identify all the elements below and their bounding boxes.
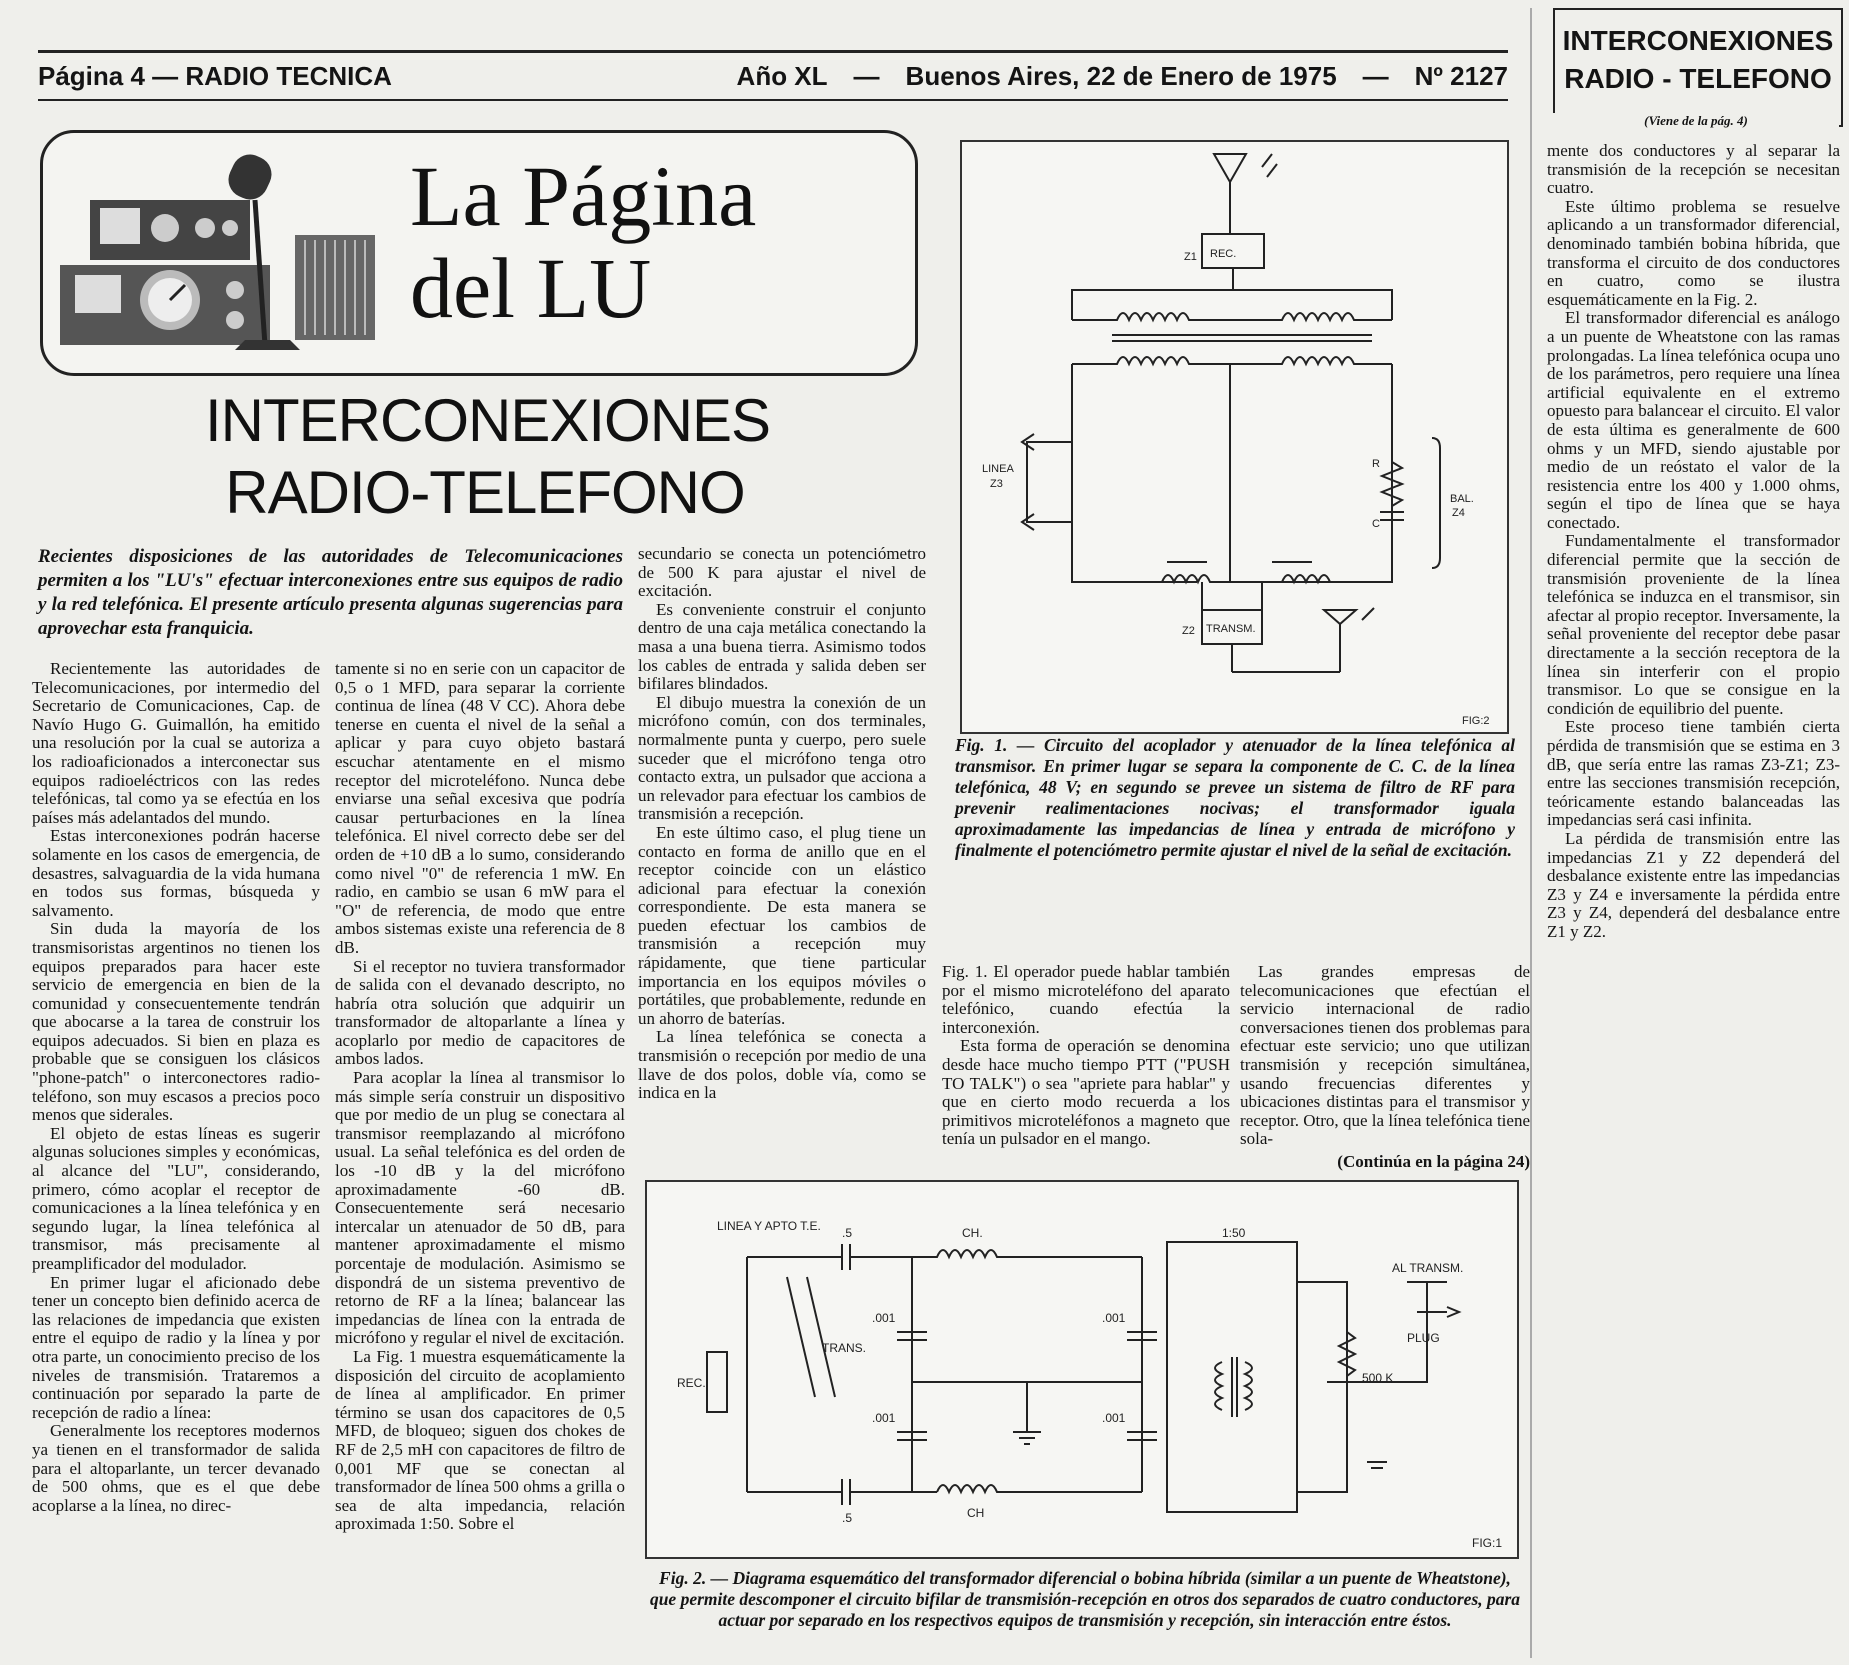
label-trans: TRANS. [822,1341,867,1355]
paragraph: Esta forma de operación se denomina desde hace mucho tiempo PTT ("PUSH TO TALK") o sea "apriete para hablar" y que en cierto modo recuerda a los primitivos microteléfonos a magneto que tenía un pulsador en el mango. [942,1036,1230,1149]
article-column-3 [638,545,926,1163]
paragraph: El transformador diferencial es análogo a un puente de Wheatstone con las ramas prolongadas. La línea telefónica ocupa uno de los parámetros, pero requiere una línea artificial equivalente en el extremo opuesto para balancear el circuito. El valor de esta última es generalmente de 600 ohms y un MFD, siendo ajustable por medio de un reóstato el valor de la resistencia entre los 400 y 1.000 ohms, según el tipo de línea que se haya conectado. [1547,308,1840,532]
label-c001d: .001 [1102,1411,1126,1425]
label-transm: TRANSM. [1206,623,1256,635]
article-column-1 [32,660,320,1650]
label-linea-apto: LINEA Y APTO T.E. [717,1219,821,1233]
figure-2 [645,1180,1519,1559]
figure-number: FIG:1 [1472,1536,1503,1550]
paragraph: tamente si no en serie con un capacitor de 0,5 o 1 MFD, para separar la corriente continua de línea (48 V CC). Ahora debe tenerse en cuenta el nivel de la señal a aplicar y para cuyo objeto bastará escuchar atentamente en el mismo receptor del microteléfono. Nunca debe enviarse una señal excesiva que podría causar perturbaciones en la línea telefónica. El nivel correcto debe ser del orden de +10 dB a lo sumo, considerando como nivel "0" de referencia 1 mW. En radio, en cambio se usan 6 mW para el "O" de referencia, de modo que entre ambos sistemas existe una referencia de 8 dB. [335,660,625,957]
figure-2-caption: Fig. 2. — Diagrama esquemático del transformador diferencial o bobina híbrida (similar a un puente de Wheatstone), que permite descomponer el circuito bifilar de transmisión-recepción en otros dos separados de cuatro conductores, para actuar por separado en los respectivos equipos de transmisión y recepción, sin interacción entre éstos. [649,1568,1521,1630]
label-rec: REC. [677,1376,706,1390]
headline-line1: INTERCONEXIONES [205,387,771,454]
paragraph: Recientemente las autoridades de Telecomunicaciones, por intermedio del Secretario de Comunicaciones, Cap. de Navío Hugo G. Guimallón, ha emitido una resolución por la cual se autoriza a los radioaficionados a interconectar sus equipos radioeléctricos con las redes telefónicas, tal como ya se efectúa en los países más adelantados del mundo. [32,660,320,827]
label-pot: 500 K [1362,1371,1394,1385]
figure-number: FIG:2 [1462,715,1490,727]
article-column-4 [942,963,1230,1163]
paragraph: En primer lugar el aficionado debe tener un concepto bien definido acerca de las relaciones de impedancia que existen entre el equipo de radio y la línea y por otra parte, un conocimiento preciso de los niveles de transmisión. Trataremos a continuación por separado la parte de recepción de radio a línea: [32,1272,320,1422]
paragraph: secundario se conecta un potenciómetro de 500 K para ajustar el nivel de excitación. [638,545,926,601]
article-headline [205,385,771,529]
label-rec: REC. [1210,248,1237,260]
paragraph: La Fig. 1 muestra esquemáticamente la disposición del circuito de acoplamiento de línea al amplificador. En primer término se usan dos capacitores de 0,5 MFD, de bloqueo; siguen dos chokes de RF de 2,5 mH con capacitores de filtro de 0,001 MF que se conectan al transformador de línea 500 ohms a grilla o sea de alta impedancia, relación aproximada 1:50. Sobre el [335,1346,625,1534]
column-divider [1530,8,1532,1658]
label-z2: Z2 [1182,625,1195,637]
paragraph: En este último caso, el plug tiene un contacto en forma de anillo que en el receptor coincide con un elástico adicional para efectuar la conexión correspondiente. De esta manera se pueden efectuar los cambios de transmisión a recepción muy rápidamente, que tiene particular importancia en los equipos móviles o portátiles, que probablemente, redunde en un ahorro de baterías. [638,822,926,1028]
label-al-transm: AL TRANSM. [1392,1261,1464,1275]
separator: — [1362,60,1389,91]
sidebar-title-line2: RADIO - TELEFONO [1564,63,1832,94]
coupler-circuit-schematic [647,1182,1517,1557]
banner-title-line2: del LU [410,240,652,336]
paragraph: El objeto de estas líneas es sugerir algunas soluciones simples y económicas, al alcance del "LU", considerando, primero, cómo acoplar el receptor de comunicaciones a la línea telefónica y en segundo lugar, la línea telefónica al transmisor, más precisamente al preamplificador del modulador. [32,1123,320,1273]
banner-title [410,150,756,334]
sidebar-heading-box [1553,8,1843,127]
issue-number: Nº 2127 [1414,60,1508,91]
paragraph: El dibujo muestra la conexión de un micrófono común, con dos terminales, normalmente punta y cuerpo, pero suele suceder que el micrófono tenga otro contacto extra, un pulsador que acciona a un relevador para efectuar los cambios de transmisión a recepción. [638,692,926,824]
label-c: C [1372,518,1380,530]
label-ratio: 1:50 [1222,1226,1246,1240]
label-c5b: .5 [842,1511,853,1525]
sidebar-column [1547,142,1840,1652]
paragraph: Para acoplar la línea al transmisor lo más simple sería construir un dispositivo que por medio de un plug se conectara al transmisor reemplazando al micrófono usual. La señal telefónica es del orden de los -10 dB y la del micrófono aproximadamente -60 dB. Consecuentemente será necesario intercalar un atenuador de 50 dB, para mantener aproximadamente el mismo porcentaje de modulación. Asimismo se dispondrá de un sistema preventivo de retorno de RF a la línea; balancear las impedancias de línea con la entrada de micrófono y regular el nivel de excitación. [335,1068,625,1348]
label-r: R [1372,458,1380,470]
paragraph: Sin duda la mayoría de los transmisoristas argentinos no tienen los equipos preparados para hacer este servicio de emergencia en bien de la comunidad y consecuentemente tendrán que abocarse a la tarea de construir los equipos adecuados. Si bien en plaza es probable que se consiguen los clásicos "phone-patch" o interconectores radio-teléfono, son muy escasos a precios poco menos que siderales. [32,919,320,1125]
paragraph: Generalmente los receptores modernos ya tienen en el transformador de salida para el altoparlante, un tercer devanado de 500 ohms, que es el que debe acoplarse a la línea, no direc- [32,1421,320,1515]
date-label: Buenos Aires, 22 de Enero de 1975 [905,60,1337,91]
label-c5a: .5 [842,1226,853,1240]
label-linea: LINEA [982,463,1014,475]
separator: — [853,60,880,91]
hybrid-coil-schematic [962,142,1507,732]
continues-note: (Continúa en la página 24) [1337,1151,1530,1171]
label-plug: PLUG [1407,1331,1440,1345]
figure-1 [960,140,1509,734]
article-column-2 [335,660,625,1650]
paragraph: Si el receptor no tuviera transformador de salida con el devanado descripto, no habría otra solución que adquirir un transformador de altoparlante a línea y acoplarlo por medio de capacitores de ambos lados. [335,956,625,1069]
label-ch2: CH [967,1506,985,1520]
sidebar-title-line1: INTERCONEXIONES [1562,25,1834,56]
page-label: Página 4 — RADIO TECNICA [38,60,392,91]
label-z3: Z3 [990,478,1003,490]
paragraph: Es conveniente construir el conjunto dentro de una caja metálica conectando la masa a una buena tierra. Asimismo todos los cables de entrada y salida deben ser bifilares blindados. [638,599,926,694]
running-header [38,50,1508,101]
paragraph: Este proceso tiene también cierta pérdida de transmisión que se estima en 3 dB, que sería entre las ramas Z3-Z1; Z3-entre las secciones transmisión recepción, teóricamente estando balanceadas las impedancias será casi infinita. [1547,717,1840,830]
viene-note: (Viene de la pág. 4) [1553,113,1839,129]
paragraph: mente dos conductores y al separar la transmisión de la recepción se necesitan cuatro. [1547,142,1840,198]
paragraph: La pérdida de transmisión entre las impedancias Z1 y Z2 dependerá del desbalance existente entre las impedancias Z3 y Z4 e inversamente la pérdida entre Z3 y Z4, dependerá del desbalance entre Z1 y Z2. [1547,828,1840,941]
paragraph: Fig. 1. El operador puede hablar también por el mismo microteléfono del aparato telefónico, cuando efectúa la interconexión. [942,963,1230,1037]
header-info [737,61,1508,92]
paragraph: La línea telefónica se conecta a transmisión o recepción por medio de una llave de dos polos, doble vía, como se indica en la [638,1027,926,1103]
figure-1-caption: Fig. 1. — Circuito del acoplador y atenuador de la línea telefónica al transmisor. En primer lugar se separa la componente de C. C. de la línea telefónica, 48 V; en segundo se prevee un sistema de filtro de RF para prevenir realimentaciones nocivas; el transformador iguala aproximadamente las impedancias de línea y entrada de micrófono y finalmente el potenciómetro permite ajustar el nivel de la señal de excitación. [955,735,1515,860]
label-z1: Z1 [1184,251,1197,263]
label-c001b: .001 [1102,1311,1126,1325]
paragraph: Las grandes empresas de telecomunicaciones que efectúan el servicio internacional de radio conversaciones tienen dos problemas para efectuar este servicio; uno que utilizan transmisión y recepción simultánea, usando frecuencias diferentes y ubicaciones distintas para el transmisor y receptor. Otro, que la línea telefónica tiene sola- [1240,963,1530,1149]
radio-equipment-illustration [50,140,380,365]
label-c001a: .001 [872,1311,896,1325]
label-ch1: CH. [962,1226,983,1240]
article-column-5 [1240,963,1530,1173]
label-z4: Z4 [1452,507,1465,519]
banner-title-line1: La Página [410,148,757,244]
year-label: Año XL [736,60,828,91]
label-c001c: .001 [872,1411,896,1425]
paragraph: Estas interconexiones podrán hacerse solamente en los casos de emergencia, de desastres, salvaguardia de la vida humana en todos sus formas, búsqueda y salvamento. [32,826,320,920]
label-bal: BAL. [1450,493,1474,505]
paragraph: Fundamentalmente el transformador diferencial permite que la sección de transmisión proveniente de la línea telefónica se induzca en el transmisor, sin afectar al propio receptor. Inversamente, la señal proveniente del receptor debe pasar directamente a la sección receptora de la línea sin interferir con el propio transmisor. Lo que se consigue en la condición de equilibrio del puente. [1547,531,1840,718]
paragraph: Este último problema se resuelve aplicando a un transformador diferencial, denominado también bobina híbrida, que transforma el circuito de dos conductores en cuatro, como se ilustra esquemáticamente en la Fig. 2. [1547,196,1840,309]
headline-line2: RADIO-TELEFONO [225,459,745,526]
article-lead: Recientes disposiciones de las autoridades de Telecomunicaciones permiten a los "LU's" efectuar interconexiones entre sus equipos de radio y la red telefónica. El presente artículo presenta algunas sugerencias para aprovechar esta franquicia. [38,546,623,639]
